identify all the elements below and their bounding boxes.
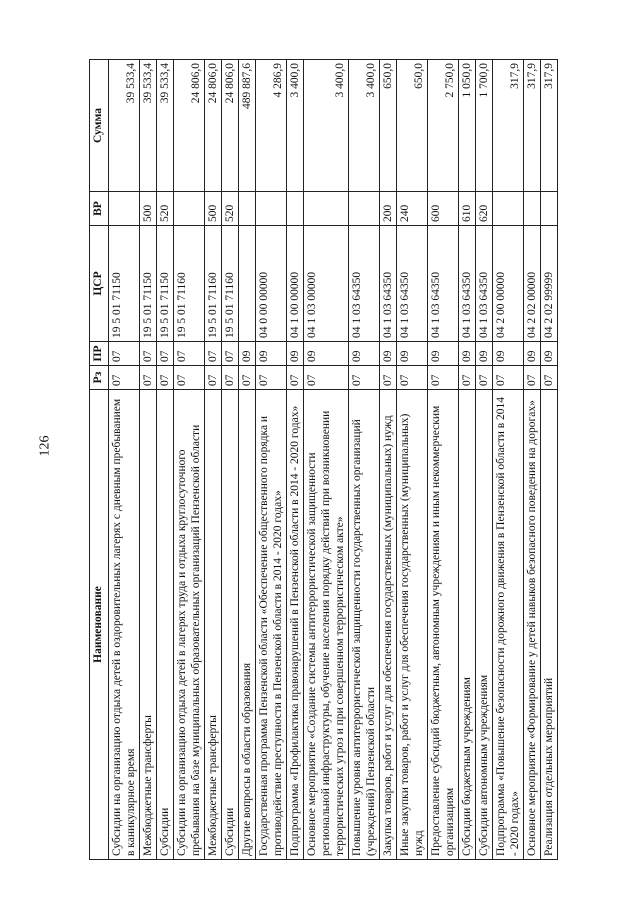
cell-vr	[493, 192, 524, 226]
cell-rz: 07	[541, 366, 558, 390]
rotated-table-wrapper	[89, 60, 579, 860]
cell-name: Межбюджетные трансферты	[205, 390, 222, 860]
cell-csr: 04 1 03 64350	[380, 226, 397, 342]
table-row	[256, 60, 287, 860]
cell-rz: 07	[476, 366, 493, 390]
cell-name: Повышение уровня антитеррористической защищенности государственных организаций (учреждений) Пензенской области	[349, 390, 380, 860]
cell-vr	[109, 192, 140, 226]
cell-rz: 07	[287, 366, 304, 390]
table-row	[109, 60, 140, 860]
cell-rz: 07	[380, 366, 397, 390]
cell-pr: 09	[476, 342, 493, 366]
cell-name: Подпрограмма «Профилактика правонарушений в Пензенской области в 2014 - 2020 годах»	[287, 390, 304, 860]
cell-name: Межбюджетные трансферты	[140, 390, 157, 860]
cell-vr	[174, 192, 205, 226]
cell-csr: 04 2 02 00000	[524, 226, 541, 342]
cell-pr: 09	[459, 342, 476, 366]
table-row	[157, 60, 174, 860]
cell-rz: 07	[239, 366, 256, 390]
cell-sum: 650,0	[380, 60, 397, 192]
cell-sum: 489 887,6	[239, 60, 256, 192]
table-row	[140, 60, 157, 860]
cell-vr: 620	[476, 192, 493, 226]
cell-csr: 04 1 03 64350	[459, 226, 476, 342]
cell-pr: 09	[493, 342, 524, 366]
cell-pr: 07	[109, 342, 140, 366]
cell-name: Субсидии на организацию отдыха детей в оздоровительных лагерях с дневным пребыванием в каникулярное время	[109, 390, 140, 860]
table-row	[459, 60, 476, 860]
table-row	[428, 60, 459, 860]
cell-pr: 07	[157, 342, 174, 366]
table-row	[476, 60, 493, 860]
cell-csr: 19 5 01 71160	[222, 226, 239, 342]
cell-csr: 04 2 00 00000	[493, 226, 524, 342]
cell-csr: 04 2 02 99999	[541, 226, 558, 342]
cell-name: Основное мероприятие «Создание системы антитеррористической защищенности региональной инфраструктуры, обучение населения порядку действий при возникновении террористических угроз и при совершенном террористическом акте»	[304, 390, 349, 860]
cell-rz: 07	[304, 366, 349, 390]
cell-csr: 04 0 00 00000	[256, 226, 287, 342]
cell-sum: 24 806,0	[174, 60, 205, 192]
header-name: Наименование	[90, 390, 109, 860]
cell-sum: 24 806,0	[205, 60, 222, 192]
cell-csr: 04 1 03 64350	[397, 226, 428, 342]
cell-rz: 07	[222, 366, 239, 390]
table-row	[524, 60, 541, 860]
cell-pr: 09	[239, 342, 256, 366]
table-row	[541, 60, 558, 860]
cell-pr: 09	[541, 342, 558, 366]
cell-rz: 07	[174, 366, 205, 390]
table-row	[239, 60, 256, 860]
cell-csr: 19 5 01 71160	[174, 226, 205, 342]
cell-vr: 610	[459, 192, 476, 226]
cell-pr: 09	[524, 342, 541, 366]
cell-pr: 07	[140, 342, 157, 366]
cell-csr: 04 1 00 00000	[287, 226, 304, 342]
cell-rz: 07	[428, 366, 459, 390]
cell-name: Субсидии	[157, 390, 174, 860]
cell-name: Предоставление субсидий бюджетным, автономным учреждениям и иным некоммерческим организациям	[428, 390, 459, 860]
cell-csr: 04 1 03 64350	[349, 226, 380, 342]
budget-table	[89, 59, 558, 860]
cell-name: Субсидии	[222, 390, 239, 860]
cell-rz: 07	[157, 366, 174, 390]
cell-rz: 07	[140, 366, 157, 390]
cell-sum: 3 400,0	[304, 60, 349, 192]
cell-vr: 600	[428, 192, 459, 226]
cell-rz: 07	[349, 366, 380, 390]
cell-pr: 07	[174, 342, 205, 366]
cell-pr: 09	[287, 342, 304, 366]
cell-pr: 07	[205, 342, 222, 366]
table-row	[380, 60, 397, 860]
cell-vr	[349, 192, 380, 226]
table-row	[304, 60, 349, 860]
cell-pr: 09	[256, 342, 287, 366]
cell-csr: 04 1 03 64350	[476, 226, 493, 342]
cell-rz: 07	[459, 366, 476, 390]
cell-rz: 07	[493, 366, 524, 390]
cell-csr: 04 1 03 64350	[428, 226, 459, 342]
cell-sum: 24 806,0	[222, 60, 239, 192]
cell-name: Другие вопросы в области образования	[239, 390, 256, 860]
cell-vr	[541, 192, 558, 226]
cell-sum: 1 050,0	[459, 60, 476, 192]
header-rz: Рз	[90, 366, 109, 390]
header-pr: ПР	[90, 342, 109, 366]
cell-vr: 520	[157, 192, 174, 226]
cell-sum: 39 533,4	[140, 60, 157, 192]
cell-csr: 19 5 01 71150	[157, 226, 174, 342]
cell-sum: 1 700,0	[476, 60, 493, 192]
cell-vr	[287, 192, 304, 226]
cell-csr: 19 5 01 71150	[140, 226, 157, 342]
cell-csr: 04 1 03 00000	[304, 226, 349, 342]
cell-csr: 19 5 01 71150	[109, 226, 140, 342]
table-row	[397, 60, 428, 860]
cell-pr: 09	[349, 342, 380, 366]
cell-rz: 07	[205, 366, 222, 390]
cell-name: Государственная программа Пензенской области «Обеспечение общественного порядка и противодействие преступности в Пензенской области в 2014 - 2020 годах»	[256, 390, 287, 860]
cell-name: Субсидии бюджетным учреждениям	[459, 390, 476, 860]
cell-sum: 650,0	[397, 60, 428, 192]
cell-sum: 3 400,0	[287, 60, 304, 192]
cell-sum: 317,9	[493, 60, 524, 192]
cell-pr: 09	[304, 342, 349, 366]
page-number: 126	[37, 435, 53, 457]
cell-sum: 2 750,0	[428, 60, 459, 192]
table-row	[174, 60, 205, 860]
cell-vr	[524, 192, 541, 226]
table-header-row	[90, 60, 109, 860]
cell-sum: 39 533,4	[109, 60, 140, 192]
cell-csr: 19 5 01 71160	[205, 226, 222, 342]
header-csr: ЦСР	[90, 226, 109, 342]
cell-pr: 09	[397, 342, 428, 366]
table-row	[205, 60, 222, 860]
cell-sum: 317,9	[524, 60, 541, 192]
cell-pr: 09	[380, 342, 397, 366]
header-sum: Сумма	[90, 60, 109, 192]
cell-rz: 07	[524, 366, 541, 390]
cell-name: Субсидии на организацию отдыха детей в лагерях труда и отдыха круглосуточного пребывания на базе муниципальных образовательных организаций Пензенской области	[174, 390, 205, 860]
cell-rz: 07	[397, 366, 428, 390]
cell-vr	[304, 192, 349, 226]
cell-vr: 520	[222, 192, 239, 226]
cell-sum: 317,9	[541, 60, 558, 192]
cell-rz: 07	[256, 366, 287, 390]
cell-pr: 07	[222, 342, 239, 366]
table-row	[349, 60, 380, 860]
cell-csr	[239, 226, 256, 342]
cell-vr: 500	[205, 192, 222, 226]
cell-name: Реализация отдельных мероприятий	[541, 390, 558, 860]
cell-name: Закупка товаров, работ и услуг для обеспечения государственных (муниципальных) нужд	[380, 390, 397, 860]
cell-name: Основное мероприятие «Формирование у детей навыков безопасного поведения на дорогах»	[524, 390, 541, 860]
cell-sum: 4 286,9	[256, 60, 287, 192]
table-row	[287, 60, 304, 860]
cell-vr	[256, 192, 287, 226]
table-row	[493, 60, 524, 860]
cell-vr: 500	[140, 192, 157, 226]
cell-name: Иные закупки товаров, работ и услуг для обеспечения государственных (муниципальных) нужд	[397, 390, 428, 860]
cell-rz: 07	[109, 366, 140, 390]
cell-vr: 200	[380, 192, 397, 226]
cell-vr: 240	[397, 192, 428, 226]
table-row	[222, 60, 239, 860]
cell-sum: 3 400,0	[349, 60, 380, 192]
cell-name: Подпрограмма «Повышение безопасности дорожного движения в Пензенской области в 2014 - 2020 годах»	[493, 390, 524, 860]
cell-vr	[239, 192, 256, 226]
cell-name: Субсидии автономным учреждениям	[476, 390, 493, 860]
header-vr: ВР	[90, 192, 109, 226]
cell-sum: 39 533,4	[157, 60, 174, 192]
cell-pr: 09	[428, 342, 459, 366]
